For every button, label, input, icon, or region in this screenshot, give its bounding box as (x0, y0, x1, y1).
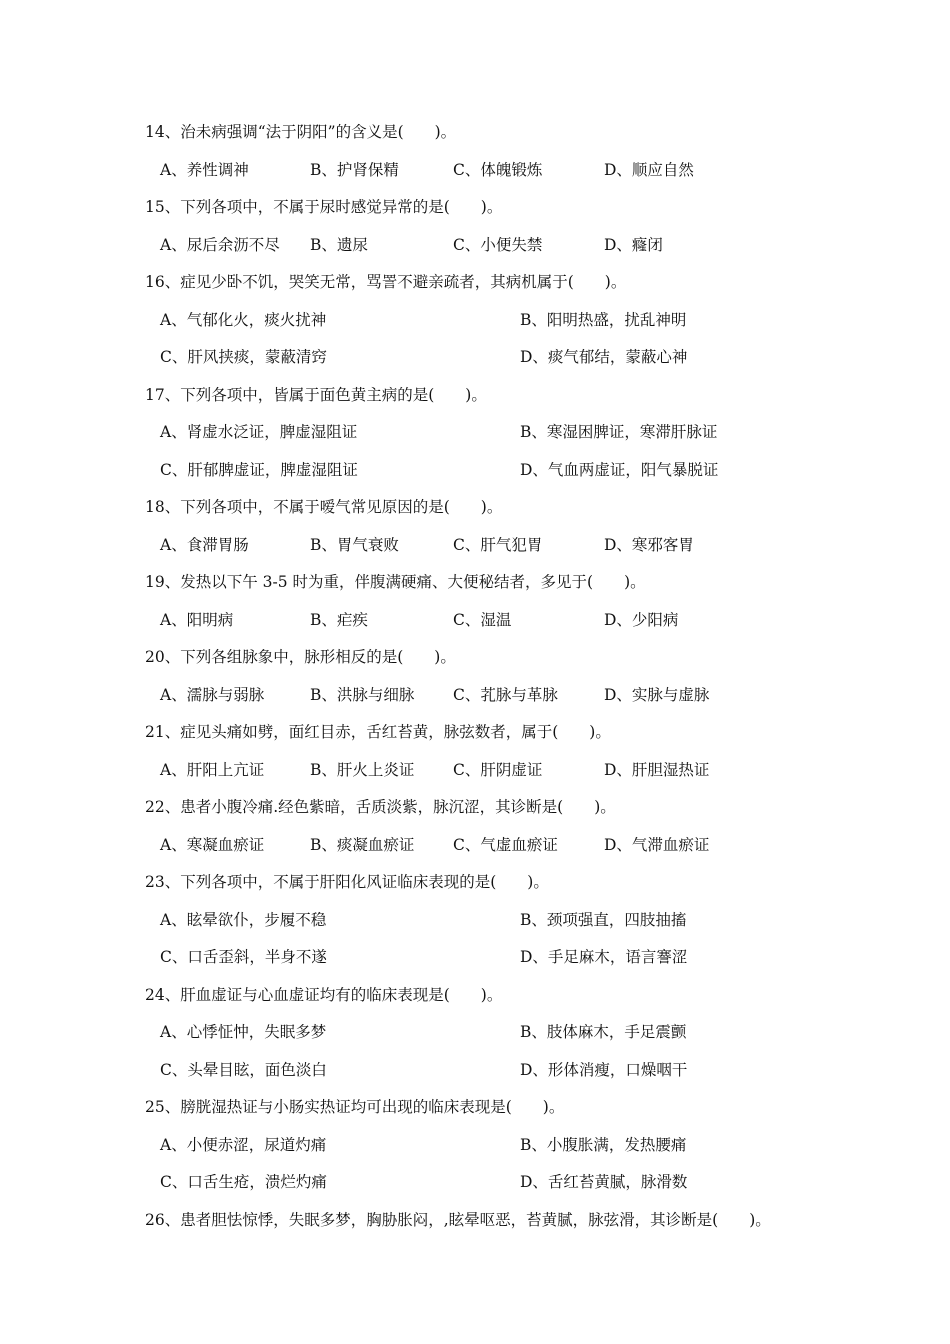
answer-option: C、口舌歪斜，半身不遂 (160, 948, 327, 966)
answer-option: B、胃气衰败 (310, 535, 399, 554)
answer-option: D、实脉与虚脉 (604, 685, 710, 704)
answer-option: B、肝火上炎证 (310, 760, 415, 779)
answer-option: B、寒湿困脾证，寒滞肝脉证 (520, 423, 718, 441)
answer-option: A、食滞胃肠 (160, 535, 249, 554)
answer-option: C、肝风挟痰，蒙蔽清窍 (160, 348, 327, 366)
answer-option: A、阳明病 (160, 610, 234, 629)
answer-option: A、心悸怔忡，失眠多梦 (160, 1023, 327, 1041)
question-text: 16、症见少卧不饥，哭笑无常，骂詈不避亲疏者，其病机属于( )。 (145, 273, 627, 291)
answer-option: B、颈项强直，四肢抽搐 (520, 910, 687, 929)
question-text: 20、下列各组脉象中，脉形相反的是( )。 (145, 648, 456, 666)
answer-option: B、遗尿 (310, 235, 368, 254)
answer-option: D、肝胆湿热证 (604, 760, 710, 779)
answer-option: D、气滞血瘀证 (604, 835, 710, 854)
answer-option: D、顺应自然 (604, 160, 694, 179)
answer-option: B、小腹胀满，发热腰痛 (520, 1135, 687, 1154)
answer-option: B、疟疾 (310, 610, 368, 629)
answer-option: A、肾虚水泛证，脾虚湿阻证 (160, 423, 358, 441)
answer-option: C、小便失禁 (453, 235, 543, 254)
answer-option: A、寒凝血瘀证 (160, 835, 265, 854)
question-text: 26、患者胆怯惊悸，失眠多梦，胸胁胀闷，,眩晕呕恶，苔黄腻，脉弦滑，其诊断是( )。 (145, 1210, 771, 1229)
answer-option: A、尿后余沥不尽 (160, 235, 280, 254)
question-text: 22、患者小腹冷痛.经色紫暗，舌质淡紫，脉沉涩，其诊断是( )。 (145, 798, 616, 816)
answer-option: B、洪脉与细脉 (310, 685, 415, 704)
answer-option: A、养性调神 (160, 160, 249, 179)
question-text: 24、肝血虚证与心血虚证均有的临床表现是( )。 (145, 985, 503, 1004)
answer-option: C、肝气犯胃 (453, 535, 543, 554)
answer-option: C、肝阴虚证 (453, 760, 543, 779)
question-text: 18、下列各项中，不属于嗳气常见原因的是( )。 (145, 498, 503, 516)
answer-option: A、眩晕欲仆，步履不稳 (160, 910, 327, 929)
answer-option: C、肝郁脾虚证，脾虚湿阻证 (160, 460, 358, 479)
answer-option: A、气郁化火，痰火扰神 (160, 310, 327, 329)
answer-option: D、少阳病 (604, 610, 679, 629)
answer-option: D、痰气郁结，蒙蔽心神 (520, 348, 688, 366)
answer-option: D、癃闭 (604, 235, 663, 254)
question-text: 25、膀胱湿热证与小肠实热证均可出现的临床表现是( )。 (145, 1098, 565, 1116)
question-text: 17、下列各项中，皆属于面色黄主病的是( )。 (145, 385, 487, 404)
answer-option: C、口舌生疮，溃烂灼痛 (160, 1173, 327, 1191)
answer-option: C、芤脉与革脉 (453, 685, 558, 704)
answer-option: D、气血两虚证，阳气暴脱证 (520, 460, 719, 479)
question-text: 15、下列各项中，不属于尿时感觉异常的是( )。 (145, 198, 503, 216)
answer-option: A、肝阳上亢证 (160, 760, 265, 779)
answer-option: C、体魄锻炼 (453, 160, 543, 179)
question-text: 14、治未病强调“法于阴阳”的含义是( )。 (145, 123, 457, 141)
answer-option: D、手足麻木，语言謇涩 (520, 948, 688, 966)
answer-option: C、气虚血瘀证 (453, 835, 558, 854)
answer-option: C、湿温 (453, 610, 512, 629)
answer-option: C、头晕目眩，面色淡白 (160, 1060, 327, 1079)
answer-option: D、舌红苔黄腻，脉滑数 (520, 1173, 688, 1191)
answer-option: A、濡脉与弱脉 (160, 685, 265, 704)
answer-option: A、小便赤涩，尿道灼痛 (160, 1135, 327, 1154)
question-text: 19、发热以下午 3-5 时为重，伴腹满硬痛、大便秘结者，多见于( )。 (145, 573, 646, 591)
answer-option: D、寒邪客胃 (604, 535, 694, 554)
question-text: 21、症见头痛如劈，面红目赤，舌红苔黄，脉弦数者，属于( )。 (145, 723, 611, 741)
answer-option: D、形体消瘦，口燥咽干 (520, 1060, 688, 1079)
answer-option: B、阳明热盛，扰乱神明 (520, 310, 687, 329)
question-text: 23、下列各项中，不属于肝阳化风证临床表现的是( )。 (145, 873, 549, 891)
answer-option: B、护肾保精 (310, 160, 399, 179)
answer-option: B、痰凝血瘀证 (310, 835, 415, 854)
answer-option: B、肢体麻木，手足震颤 (520, 1023, 687, 1041)
